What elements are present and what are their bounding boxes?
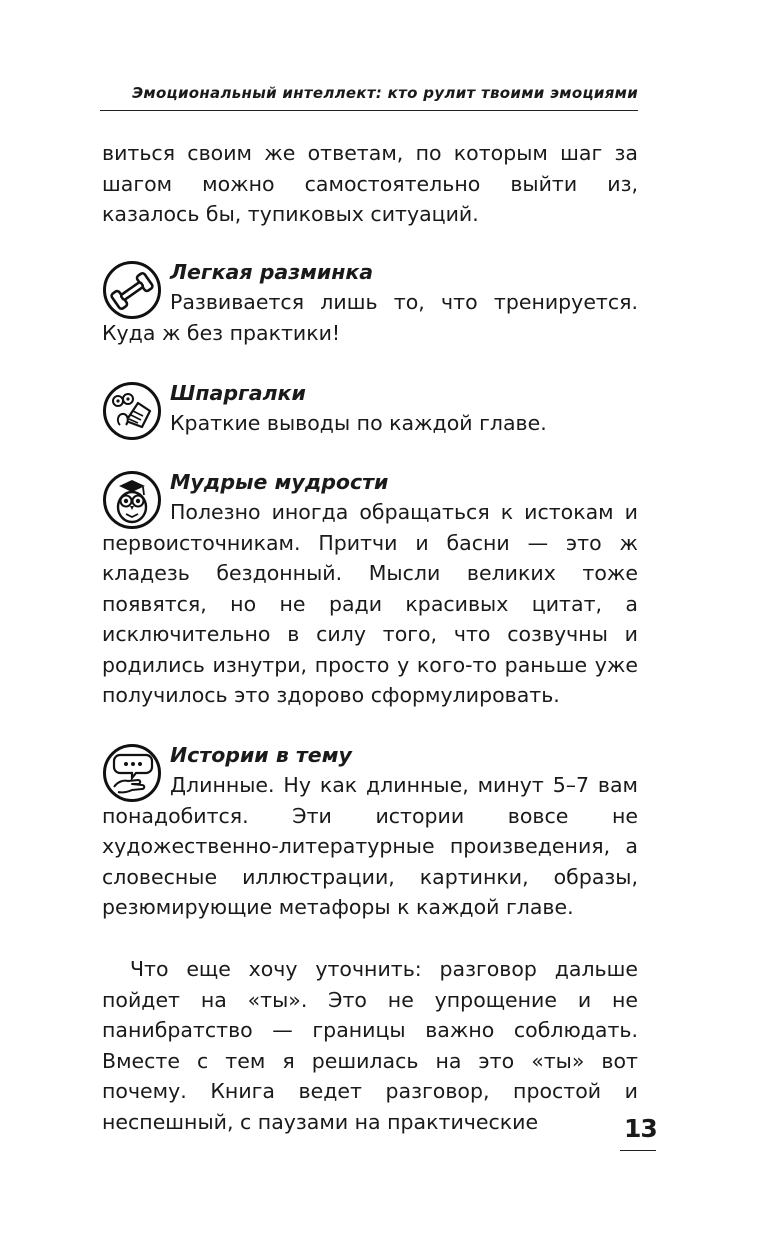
feature-title: Мудрые мудрости: [170, 470, 389, 494]
feature-title: Легкая разминка: [170, 260, 374, 284]
feature-title: Шпаргалки: [170, 381, 306, 405]
feature-text: Краткие выводы по каждой главе.: [170, 411, 547, 435]
running-head: Эмоциональный интеллект: кто рулит твоими эмоциями: [132, 84, 638, 102]
feature-text: Длинные. Ну как длинные, минут 5–7 вам понадобится. Эти истории вовсе не художественно-литературные произведения, а словесные иллюстрации, картинки, образы, резюмирующие метафоры к каждой главе.: [102, 773, 638, 919]
feature-text: Развивается лишь то, что тренируется. Куда ж без практики!: [102, 290, 638, 345]
intro-paragraph: виться своим же ответам, по которым шаг за шагом можно самостоятельно выйти из, казалось бы, тупиковых ситуаций.: [102, 141, 638, 226]
feature-title: Истории в тему: [170, 743, 352, 767]
page-number: 13: [624, 1114, 657, 1143]
header-rule: [100, 110, 638, 111]
page-number-rule: [620, 1150, 656, 1151]
feature-text: Полезно иногда обращаться к истокам и первоисточникам. Притчи и басни — это ж кладезь бездонный. Мысли великих тоже появятся, но не ради красивых цитат, а исключительно в силу того, что созвучны и родились изнутри, просто у кого-то раньше уже получилось это здорово сформулировать.: [102, 500, 638, 707]
closing-paragraph: Что еще хочу уточнить: разговор дальше пойдет на «ты». Это не упрощение и не панибратство — границы важно соблюдать. Вместе с тем я решилась на это «ты» вот почему. Книга ведет разговор, простой и неспешный, с паузами на практические: [102, 957, 638, 1134]
